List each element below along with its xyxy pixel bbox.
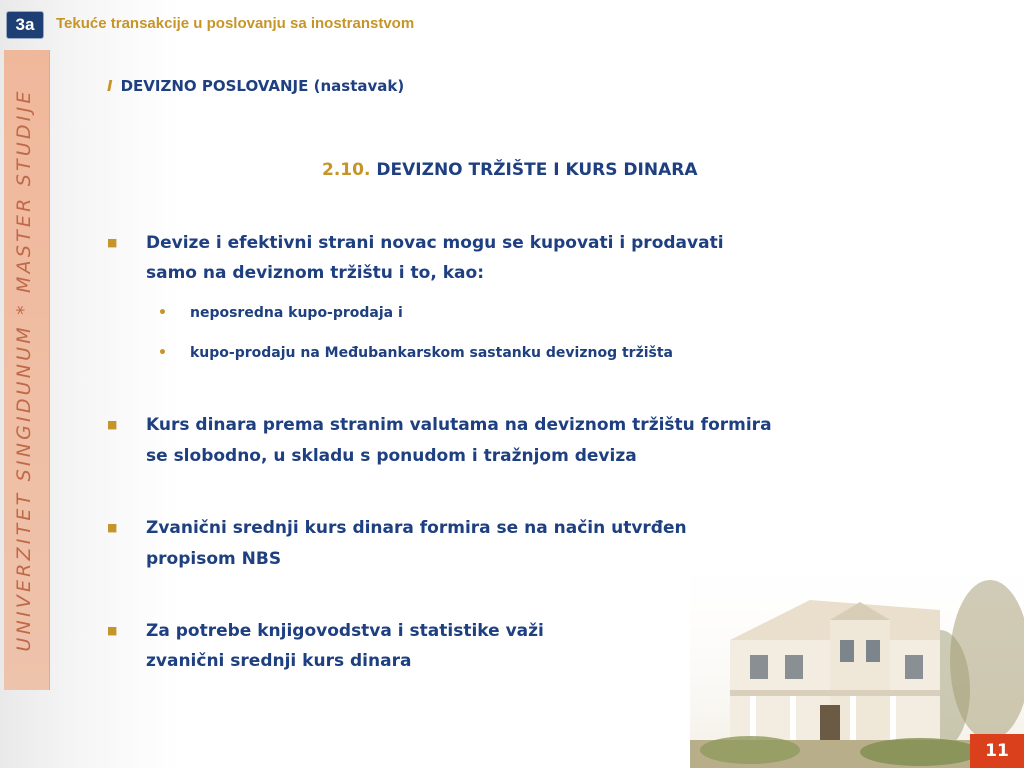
sub-bullet-text: kupo-prodaju na Međubankarskom sastanku deviznog tržišta	[190, 345, 673, 361]
round-bullet-icon: •	[158, 305, 167, 321]
bullet-text-line2: samo na deviznom tržištu i to, kao:	[146, 263, 484, 283]
bullet-text-line2: propisom NBS	[146, 549, 282, 569]
square-bullet-icon: ■	[107, 236, 118, 249]
bullet-text-line1: Zvanični srednji kurs dinara formira se na način utvrđen	[146, 518, 687, 538]
bullet-text-line1: Kurs dinara prema stranim valutama na deviznom tržištu formira	[146, 415, 772, 435]
slide-badge: 3a	[6, 11, 44, 39]
sub-bullet-text: neposredna kupo-prodaja i	[190, 305, 403, 321]
square-bullet-icon: ■	[107, 521, 118, 534]
section-title-text: DEVIZNO POSLOVANJE (nastavak)	[120, 77, 405, 95]
bullet-text-line1: Za potrebe knjigovodstva i statistike važi	[146, 621, 544, 641]
subtitle-number: 2.10.	[322, 160, 371, 180]
university-side-text: UNIVERZITET SINGIDUNUM * MASTER STUDIJE	[13, 88, 35, 652]
section-number: I	[107, 77, 113, 95]
header-title: Tekuće transakcije u poslovanju sa inostranstvom	[56, 15, 415, 32]
subtitle-text: DEVIZNO TRŽIŠTE I KURS DINARA	[376, 160, 698, 180]
bullet-text-line2: zvanični srednji kurs dinara	[146, 651, 412, 671]
slide-subtitle	[322, 160, 698, 180]
section-title	[107, 77, 404, 95]
round-bullet-icon: •	[158, 345, 167, 361]
page-number: 11	[970, 734, 1024, 768]
bullet-text-line2: se slobodno, u skladu s ponudom i tražnjom deviza	[146, 446, 637, 466]
bullet-text-line1: Devize i efektivni strani novac mogu se kupovati i prodavati	[146, 233, 724, 253]
square-bullet-icon: ■	[107, 418, 118, 431]
square-bullet-icon: ■	[107, 624, 118, 637]
